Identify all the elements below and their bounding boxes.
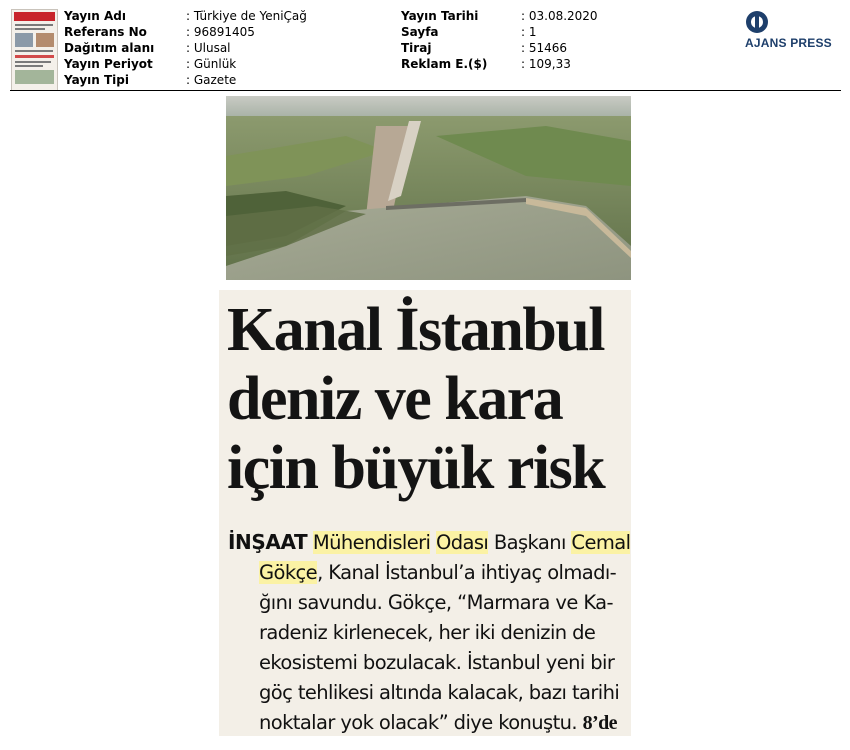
meta-value: : 51466 [521,41,568,55]
body-line: ekosistemi bozulacak. İstanbul yeni bir [259,651,615,674]
meta-value: : 109,33 [521,57,571,71]
aerial-reservoir-photo [226,96,631,280]
header-divider [10,90,841,91]
meta-label: Dağıtım alanı [64,41,155,55]
body-text: Başkanı [493,531,566,554]
headline-line: Kanal İstanbul [227,296,605,364]
meta-value: : 03.08.2020 [521,9,598,23]
headline-line: deniz ve kara [227,365,563,433]
meta-label: Yayın Tipi [64,73,129,87]
lead-caps: İNŞAAT [228,530,308,554]
body-line [228,558,628,588]
meta-value: : 96891405 [186,25,255,39]
meta-value: : 1 [521,25,537,39]
body-line [228,527,631,558]
meta-label: Yayın Periyot [64,57,153,71]
meta-label: Yayın Tarihi [401,9,479,23]
meta-label: Referans No [64,25,147,39]
article-headline [227,296,627,503]
newspaper-thumbnail[interactable] [11,9,58,91]
body-line [228,708,628,738]
clipping-header [0,0,850,92]
meta-value: : Gazete [186,73,237,87]
meta-value: : Ulusal [186,41,231,55]
meta-label: Reklam E.($) [401,57,488,71]
body-line: göç tehlikesi altında kalacak, bazı tarihi [259,681,620,704]
body-text: , Kanal İstanbul’a ihtiyaç olmadı- [317,561,617,584]
ajans-press-logo-text: AJANS PRESS [745,36,832,50]
body-line: ğını savundu. Gökçe, “Marmara ve Ka- [259,591,613,614]
highlighted-term: Gökçe [259,561,318,584]
meta-value: : Türkiye de YeniÇağ [186,9,307,23]
article-body [228,527,631,738]
highlighted-term: Odası [435,531,489,554]
ajans-press-logo-icon [745,10,769,34]
page-reference: 8’de [582,712,617,734]
highlighted-term: Cemal [571,531,631,554]
meta-label: Tiraj [401,41,432,55]
meta-value: : Günlük [186,57,237,71]
thumbnail-masthead [14,12,55,21]
body-line: radeniz kirlenecek, her iki denizin de [259,621,596,644]
headline-line: için büyük risk [227,434,605,502]
meta-label: Sayfa [401,25,439,39]
highlighted-term: Mühendisleri [312,531,431,554]
photo-image [226,96,631,280]
meta-label: Yayın Adı [64,9,126,23]
body-text: noktalar yok olacak” diye konuştu. [259,711,578,734]
ajans-press-logo [745,10,840,50]
